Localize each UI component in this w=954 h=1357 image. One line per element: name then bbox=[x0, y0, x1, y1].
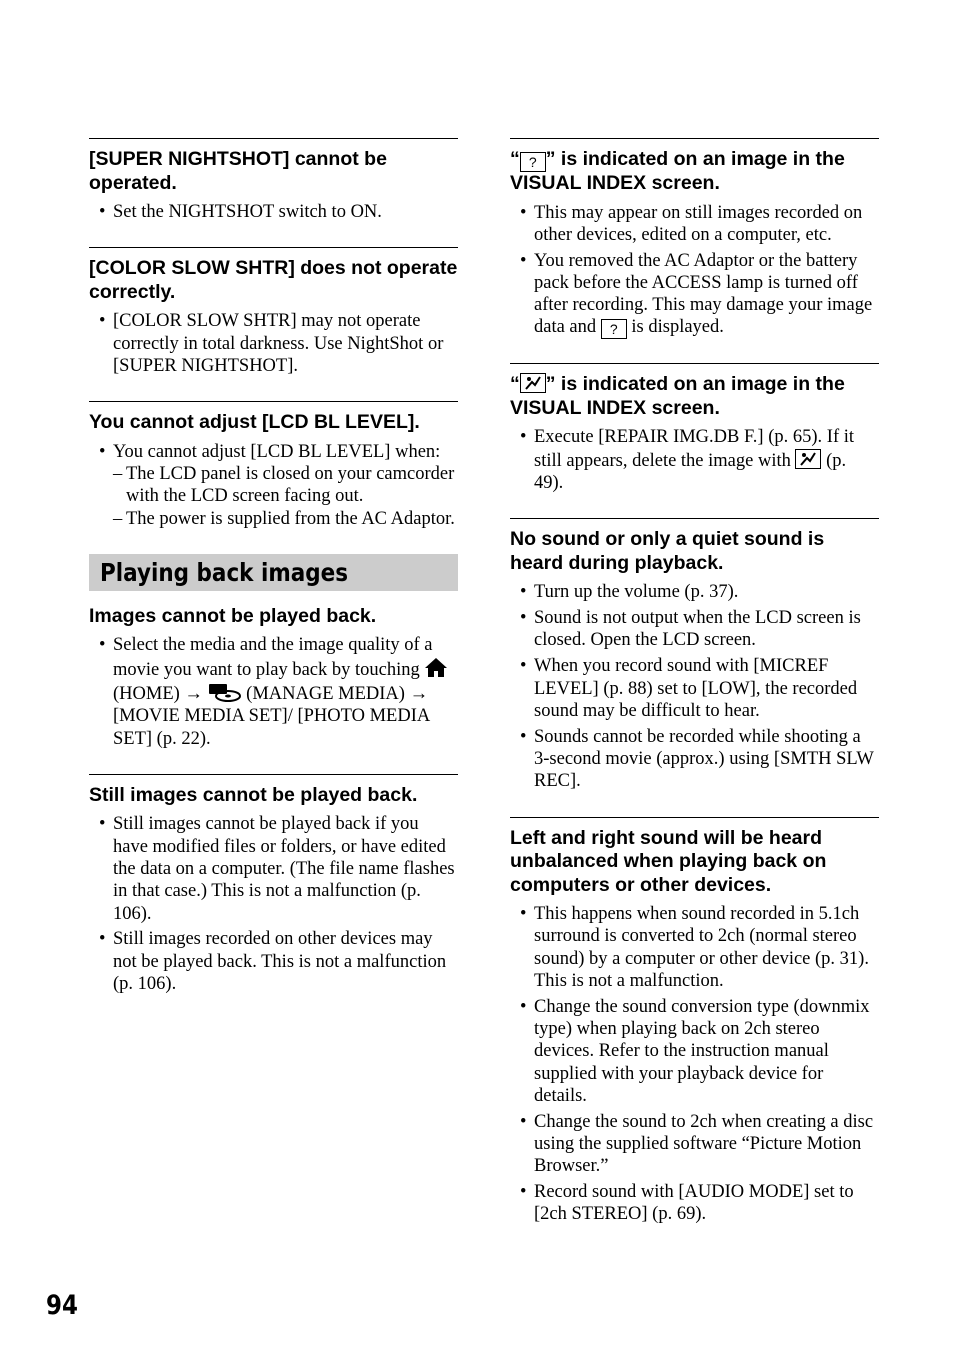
bullet-item bbox=[89, 634, 458, 749]
broken-image-icon bbox=[520, 373, 546, 393]
bullet-item: • Sounds cannot be recorded while shooting a 3-second movie (approx.) using [SMTH SLW REC]. bbox=[510, 726, 879, 793]
heading-text: ” is indicated on an image in the VISUAL INDEX screen. bbox=[510, 373, 845, 419]
open-quote: “ bbox=[510, 148, 520, 170]
bullet-item bbox=[510, 250, 879, 340]
section-lcd-bl-level bbox=[89, 401, 458, 530]
dash-list bbox=[113, 463, 458, 530]
section-heading: [COLOR SLOW SHTR] does not operate correctly. bbox=[89, 257, 458, 303]
right-column bbox=[510, 138, 879, 1250]
question-mark-icon: ? bbox=[601, 319, 627, 339]
section-heading: Images cannot be played back. bbox=[89, 604, 377, 627]
section-color-slow-shtr bbox=[89, 247, 458, 377]
bullet-list bbox=[510, 903, 879, 1226]
home-icon bbox=[424, 657, 448, 678]
bullet-list bbox=[89, 441, 458, 530]
section-still-images-cannot-play bbox=[89, 774, 458, 995]
bullet-text: [MOVIE MEDIA SET]/ [PHOTO MEDIA SET] (p. 22). bbox=[113, 706, 430, 749]
bullet-item bbox=[510, 426, 879, 494]
manage-media-icon bbox=[208, 681, 242, 702]
section-no-sound bbox=[510, 518, 879, 792]
bullet-item: • Still images cannot be played back if you have modified files or folders, or have edited the data on a computer. (The file name flashes in that case.) This is not a malfunction (p. 106). bbox=[89, 813, 458, 924]
section-heading bbox=[510, 148, 879, 196]
bullet-list bbox=[510, 202, 879, 340]
bullet-text: Select the media and the image quality of a movie you want to play back by touching bbox=[113, 635, 433, 680]
chapter-band bbox=[89, 554, 458, 591]
question-mark-icon: ? bbox=[520, 152, 546, 172]
bullet-item: • Change the sound conversion type (downmix type) when playing back on 2ch stereo devices. Refer to the instruction manual supplied with your playback device for details. bbox=[510, 996, 879, 1107]
arrow-icon: → bbox=[184, 683, 203, 704]
dash-item: – The power is supplied from the AC Adaptor. bbox=[113, 508, 458, 530]
bullet-text: Execute [REPAIR IMG.DB F.] (p. 65). If it still appears, delete the image with bbox=[534, 427, 855, 471]
section-super-nightshot bbox=[89, 138, 458, 223]
manage-media-label: (MANAGE MEDIA) bbox=[246, 683, 405, 704]
bullet-list bbox=[510, 426, 879, 494]
bullet-text: is displayed. bbox=[631, 317, 724, 338]
section-heading: [SUPER NIGHTSHOT] cannot be operated. bbox=[89, 148, 387, 194]
bullet-list bbox=[89, 813, 458, 995]
bullet-item bbox=[89, 441, 458, 530]
section-question-mark-indicator bbox=[510, 138, 879, 339]
bullet-item: • This may appear on still images recorded on other devices, edited on a computer, etc. bbox=[510, 202, 879, 247]
section-heading: No sound or only a quiet sound is heard during playback. bbox=[510, 528, 825, 574]
section-heading: Still images cannot be played back. bbox=[89, 783, 418, 806]
open-quote: “ bbox=[510, 373, 520, 396]
dash-item: – The LCD panel is closed on your camcorder with the LCD screen facing out. bbox=[113, 463, 458, 508]
section-broken-image-indicator bbox=[510, 363, 879, 494]
bullet-list bbox=[89, 310, 458, 377]
bullet-item: • Record sound with [AUDIO MODE] set to [2ch STEREO] (p. 69). bbox=[510, 1181, 879, 1226]
page-number: 94 bbox=[46, 1290, 78, 1321]
bullet-item: • [COLOR SLOW SHTR] may not operate correctly in total darkness. Use NightShot or [SUPER NIGHTSHOT]. bbox=[89, 310, 458, 377]
arrow-icon: → bbox=[409, 683, 429, 704]
section-unbalanced-sound bbox=[510, 817, 879, 1226]
broken-image-icon bbox=[795, 449, 821, 469]
heading-text: ” is indicated on an image in the VISUAL INDEX screen. bbox=[510, 148, 845, 194]
bullet-text: (p. 49). bbox=[534, 450, 847, 494]
bullet-item: • Change the sound to 2ch when creating a disc using the supplied software “Picture Motion Browser.” bbox=[510, 1111, 879, 1178]
section-heading: You cannot adjust [LCD BL LEVEL]. bbox=[89, 411, 420, 434]
bullet-text: You cannot adjust [LCD BL LEVEL] when: bbox=[113, 441, 441, 462]
bullet-item: • When you record sound with [MICREF LEVEL] (p. 88) set to [LOW], the recorded sound may be difficult to hear. bbox=[510, 655, 879, 722]
bullet-list bbox=[89, 634, 458, 749]
left-column bbox=[89, 138, 458, 1019]
section-heading: Left and right sound will be heard unbalanced when playing back on computers or other devices. bbox=[510, 826, 827, 896]
home-label: (HOME) bbox=[113, 683, 180, 704]
section-heading bbox=[510, 373, 879, 420]
bullet-text: You removed the AC Adaptor or the battery pack before the ACCESS lamp is turned off after recording. This may damage your image data and bbox=[534, 250, 873, 338]
bullet-list bbox=[89, 201, 458, 223]
chapter-title: Playing back images bbox=[100, 557, 349, 587]
bullet-item: • This happens when sound recorded in 5.1ch surround is converted to 2ch (normal stereo sound) by a computer or other device (p. 31). This is not a malfunction. bbox=[510, 903, 879, 992]
section-images-cannot-play bbox=[89, 605, 458, 750]
bullet-item: • Sound is not output when the LCD screen is closed. Open the LCD screen. bbox=[510, 607, 879, 652]
bullet-list bbox=[510, 581, 879, 792]
bullet-item: • Still images recorded on other devices may not be played back. This is not a malfunction (p. 106). bbox=[89, 928, 458, 995]
bullet-item: • Turn up the volume (p. 37). bbox=[510, 581, 879, 603]
bullet-item: • Set the NIGHTSHOT switch to ON. bbox=[89, 201, 458, 223]
